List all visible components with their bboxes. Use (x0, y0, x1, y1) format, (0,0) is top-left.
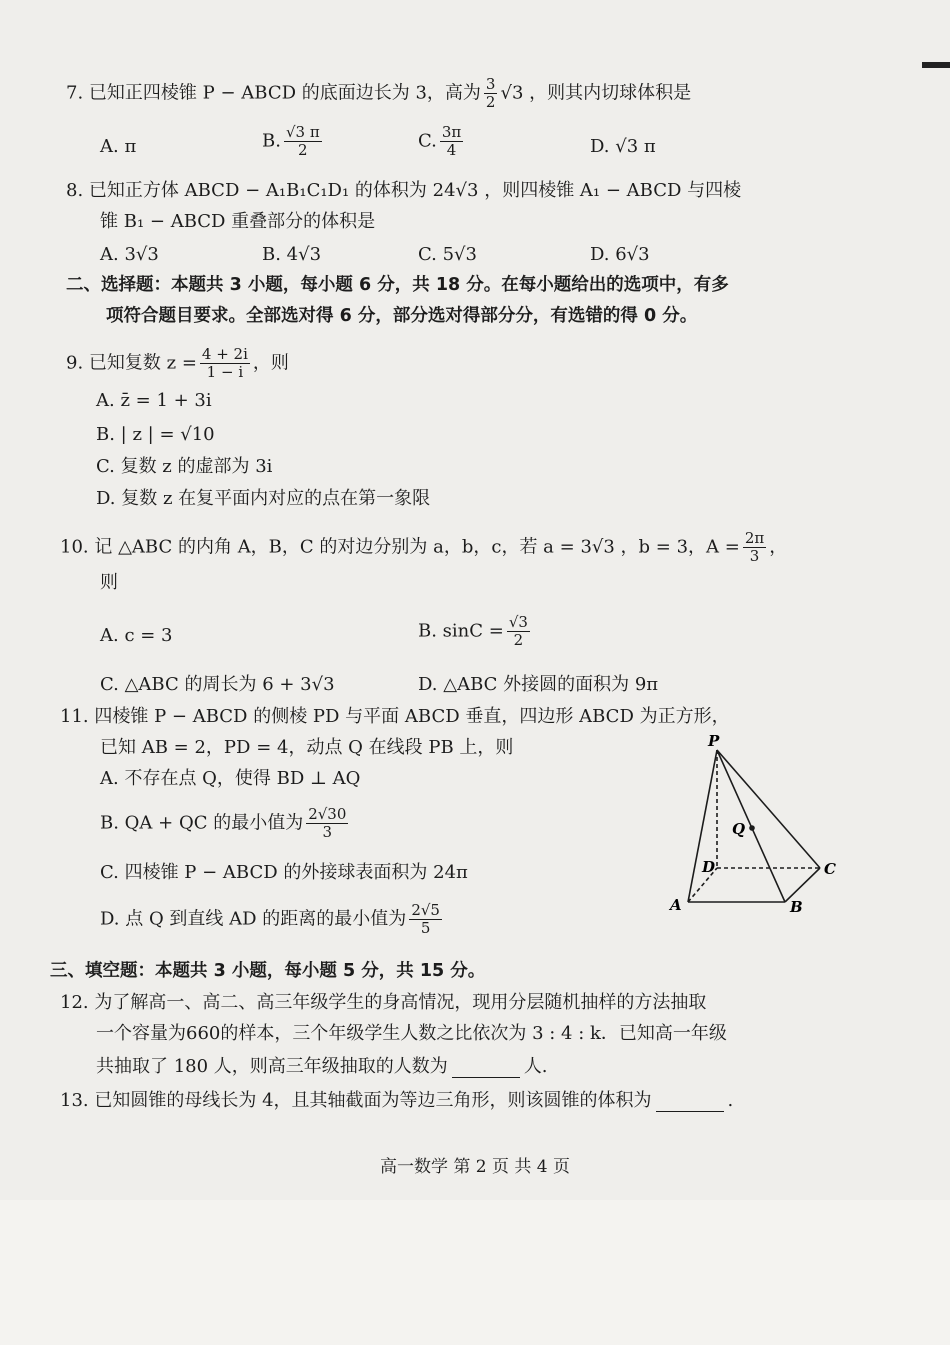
edge-PA (688, 750, 717, 902)
q7-stem-tail: √3 ，则其内切球体积是 (500, 82, 692, 104)
q10-option-b-label: B. sinC = (418, 620, 504, 642)
page-edge-mark (922, 62, 950, 68)
edge-PC (717, 750, 820, 868)
q8-option-c: C. 5√3 (418, 244, 477, 265)
label-B: B (790, 898, 803, 916)
q7-option-c-fraction (440, 124, 463, 159)
page-footer: 高一数学 第 2 页 共 4 页 (379, 1157, 571, 1177)
q10-option-c: C. △ABC 的周长为 6 + 3√3 (100, 674, 335, 695)
q7-option-c-label: C. (418, 130, 437, 152)
q7-option-c-den: 4 (446, 141, 457, 159)
section2-heading-cont: 项符合题目要求。全部选对得 6 分，部分选对得部分分，有选错的得 0 分。 (106, 306, 698, 326)
edge-BC (785, 868, 820, 902)
q9-stem-tail: ，则 (252, 352, 289, 374)
label-D: D (702, 858, 716, 876)
q10-option-b-fraction (507, 614, 530, 649)
q13-post: . (727, 1090, 734, 1111)
q7-option-b (262, 124, 325, 159)
q10-stem (60, 530, 787, 565)
label-C: C (824, 860, 836, 878)
q11-option-d-fraction (409, 902, 442, 937)
label-A: A (670, 896, 682, 914)
q12-line3-post: 人. (523, 1056, 548, 1077)
q11-option-b-fraction (306, 806, 348, 841)
q12-line3-text: 共抽取了 180 人，则高三年级抽取的人数为 (96, 1056, 448, 1077)
q9-fraction (200, 346, 250, 381)
q10-option-d: D. △ABC 外接圆的面积为 9π (418, 674, 659, 695)
q7-option-b-label: B. (262, 130, 281, 152)
q10-frac-den: 3 (749, 547, 760, 565)
q9-frac-den: 1 − i (206, 363, 244, 381)
q8-line1: 8. 已知正方体 ABCD − A₁B₁C₁D₁ 的体积为 24√3 ，则四棱锥 A₁ − ABCD 与四棱 (66, 180, 742, 201)
q7-option-c-num: 3π (441, 123, 462, 141)
q10-fraction (743, 530, 766, 565)
q10-option-b-num: √3 (508, 613, 528, 631)
point-Q (749, 825, 755, 831)
q12-line2: 一个容量为660的样本，三个年级学生人数之比依次为 3 : 4 : k．已知高一年级 (96, 1023, 727, 1044)
q7-option-b-fraction (284, 124, 322, 159)
q12-line1: 12. 为了解高一、高二、高三年级学生的身高情况，现用分层随机抽样的方法抽取 (60, 992, 707, 1013)
q8-option-a: A. 3√3 (100, 244, 159, 265)
q10-frac-num: 2π (744, 529, 765, 547)
q7-height-fraction (484, 76, 498, 111)
q11-option-b-label: B. QA + QC 的最小值为 (100, 812, 304, 834)
pyramid-figure (660, 730, 860, 920)
q11-option-b-num: 2√30 (308, 805, 347, 823)
q11-option-d-num: 2√5 (411, 901, 440, 919)
q7-frac-den: 2 (485, 93, 496, 111)
q11-option-d-den: 5 (420, 919, 431, 937)
q13-text: 13. 已知圆锥的母线长为 4，且其轴截面为等边三角形，则该圆锥的体积为 (60, 1090, 652, 1111)
q9-option-a: A. z̄ = 1 + 3i (96, 390, 212, 411)
q8-option-d: D. 6√3 (590, 244, 650, 265)
q9-stem (66, 346, 289, 381)
label-P: P (708, 732, 720, 750)
q9-stem-text: 9. 已知复数 z = (66, 352, 197, 374)
q9-frac-num: 4 + 2i (201, 345, 248, 363)
section3-heading: 三、填空题：本题共 3 小题，每小题 5 分，共 15 分。 (50, 961, 486, 981)
q10-option-a: A. c = 3 (100, 625, 173, 646)
q7-option-c (418, 124, 466, 159)
q11-line2: 已知 AB = 2，PD = 4，动点 Q 在线段 PB 上，则 (100, 737, 514, 758)
q11-option-b (100, 806, 351, 841)
q10-stem-text: 10. 记 △ABC 的内角 A，B，C 的对边分别为 a，b，c，若 a = 3√3 ，b = 3，A = (60, 536, 740, 558)
q10-option-b (418, 614, 533, 649)
q9-option-d: D. 复数 z 在复平面内对应的点在第一象限 (96, 488, 431, 509)
label-Q: Q (732, 820, 746, 838)
q12-line3 (96, 1056, 548, 1078)
q13-answer-blank (656, 1093, 724, 1112)
section2-heading: 二、选择题：本题共 3 小题，每小题 6 分，共 18 分。在每小题给出的选项中，有多 (66, 275, 729, 295)
q11-option-b-den: 3 (322, 823, 333, 841)
q7-frac-num: 3 (485, 75, 496, 93)
q9-option-b: B. | z | = √10 (96, 424, 215, 445)
q7-option-d: D. √3 π (590, 136, 656, 157)
q11-option-c: C. 四棱锥 P − ABCD 的外接球表面积为 24π (100, 862, 468, 883)
q8-line2: 锥 B₁ − ABCD 重叠部分的体积是 (100, 211, 376, 232)
q7-option-b-den: 2 (298, 141, 308, 159)
q7-stem-text: 7. 已知正四棱锥 P − ABCD 的底面边长为 3，高为 (66, 82, 481, 104)
q9-option-c: C. 复数 z 的虚部为 3i (96, 456, 273, 477)
q11-option-d (100, 902, 445, 937)
q10-line2: 则 (100, 572, 118, 593)
q10-stem-tail: ， (769, 536, 788, 558)
q7-stem (66, 76, 691, 111)
q10-option-b-den: 2 (513, 631, 524, 649)
q11-line1: 11. 四棱锥 P − ABCD 的侧棱 PD 与平面 ABCD 垂直，四边形 ABCD 为正方形， (60, 706, 730, 727)
q12-answer-blank (452, 1059, 520, 1078)
q7-option-b-num: √3 π (285, 123, 320, 141)
q11-option-a: A. 不存在点 Q，使得 BD ⊥ AQ (100, 768, 361, 789)
q13-line1 (60, 1090, 733, 1112)
q7-option-a: A. π (100, 136, 137, 157)
q11-option-d-label: D. 点 Q 到直线 AD 的距离的最小值为 (100, 908, 407, 930)
q8-option-b: B. 4√3 (262, 244, 322, 265)
